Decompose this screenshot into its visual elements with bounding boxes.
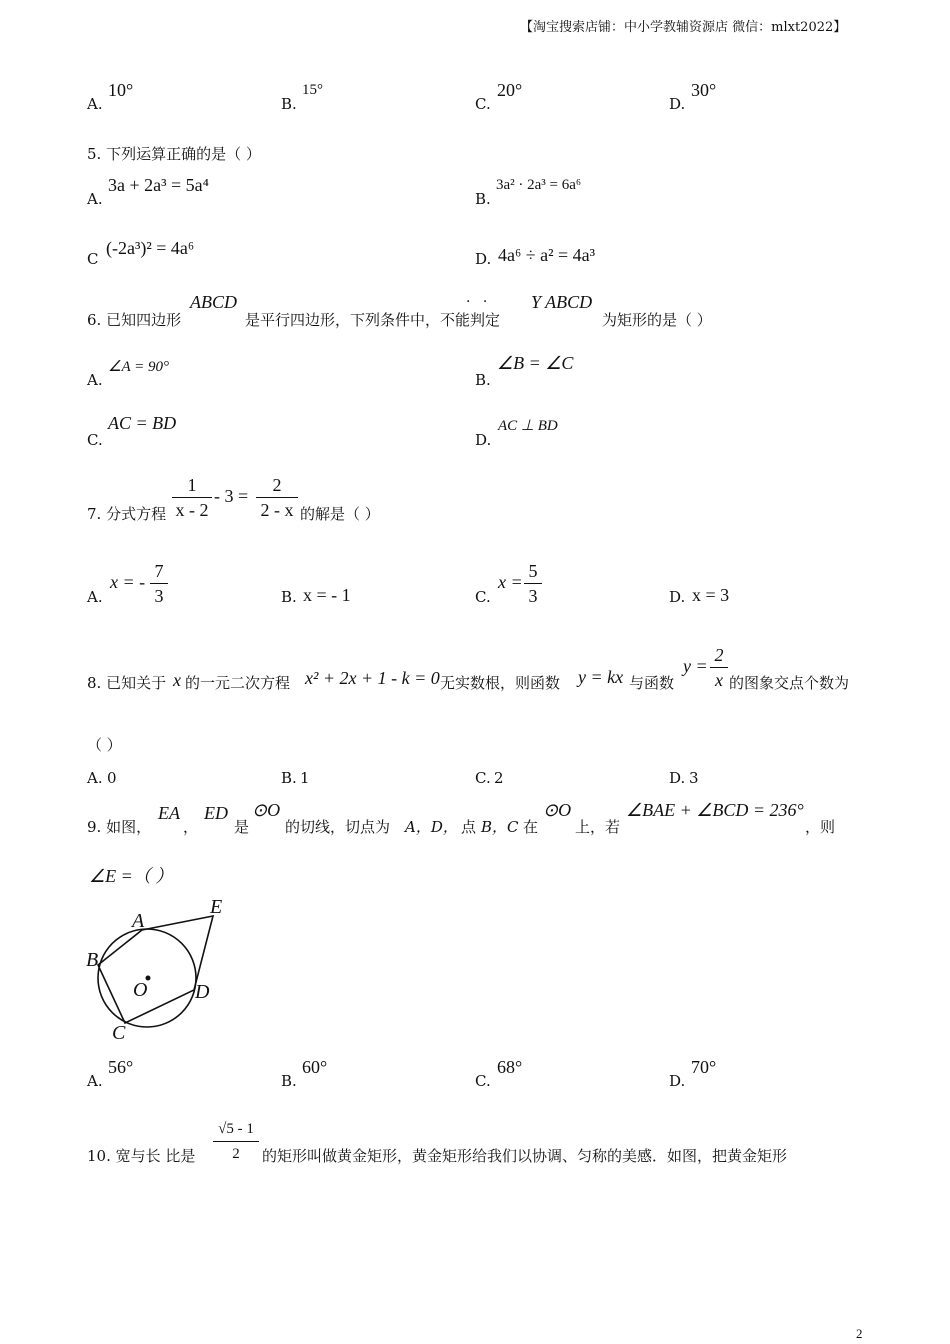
q5-option-a-label: A. xyxy=(87,190,103,208)
question-8-stem-c: 无实数根，则函数 xyxy=(440,674,561,692)
q9-option-c-value: 68° xyxy=(497,1057,523,1077)
q7-option-c-pre: x = xyxy=(498,572,523,592)
question-9-stem-g: ，则 xyxy=(805,818,836,836)
q9-circle-o-2: ⊙O xyxy=(543,800,572,820)
q6-abcd: ABCD xyxy=(190,292,237,312)
q7-c-den: 3 xyxy=(528,586,538,606)
label-a: A xyxy=(132,910,145,932)
option-b-label: B. xyxy=(281,95,297,113)
q7-f1-den: x - 2 xyxy=(175,500,209,520)
q9-option-b-label: B. xyxy=(281,1072,297,1090)
q7-f2-num: 2 xyxy=(272,475,282,495)
q8-option-d-label: D. xyxy=(669,769,686,787)
q7-c-num: 5 xyxy=(528,561,538,581)
q9-ed: ED xyxy=(204,803,228,823)
question-9-stem-d: 点 xyxy=(461,818,477,836)
q8-func-2-fraction xyxy=(710,644,728,691)
q7-option-a-fraction xyxy=(150,560,168,607)
q7-f1-num: 1 xyxy=(187,475,197,495)
q7-a-den: 3 xyxy=(154,586,164,606)
q7-mid: - 3 = xyxy=(214,486,249,506)
label-c: C xyxy=(112,1022,126,1044)
q5-option-b-value: 3a² · 2a³ = 6a⁶ xyxy=(496,177,582,193)
q6-option-c-label: C. xyxy=(87,431,103,449)
q6-option-b-value: ∠B = ∠C xyxy=(497,353,574,373)
emphasis-dots: · · xyxy=(466,294,492,310)
q9-points-ad: A，D， xyxy=(405,818,458,836)
q9-circle-o: ⊙O xyxy=(252,800,281,820)
q7-option-d-label: D. xyxy=(669,588,686,606)
q10-den: 2 xyxy=(232,1146,240,1162)
q7-option-a-pre: x = - xyxy=(110,572,146,592)
option-c-value: 20° xyxy=(497,80,523,100)
q6-option-a-value: ∠A = 90° xyxy=(108,359,169,375)
q9-comma: ， xyxy=(183,818,199,836)
q5-option-c-value: (-2a³)² = 4a⁶ xyxy=(106,238,195,258)
question-7-stem-a: 7. 分式方程 xyxy=(87,505,167,523)
q6-option-d-label: D. xyxy=(475,431,492,449)
q9-ask: ∠E =（ ） xyxy=(89,866,174,886)
question-6-stem-b: 是平行四边形，下列条件中，不能判定 xyxy=(245,311,501,329)
question-7-stem-b: 的解是（ ） xyxy=(300,505,380,523)
label-d: D xyxy=(195,981,210,1003)
option-b-value: 15° xyxy=(302,82,323,98)
q6-option-b-label: B. xyxy=(475,371,491,389)
label-b: B xyxy=(86,949,99,971)
question-9-stem-e: 在 xyxy=(523,818,539,836)
question-10-stem-b: 的矩形叫做黄金矩形，黄金矩形给我们以协调、匀称的美感．如图，把黄金矩形 xyxy=(262,1147,788,1165)
q9-option-d-value: 70° xyxy=(691,1057,717,1077)
q8-equation: x² + 2x + 1 - k = 0 xyxy=(305,668,440,688)
q6-option-d-value: AC ⊥ BD xyxy=(498,418,558,434)
q6-parallelogram: Y ABCD xyxy=(531,292,593,312)
question-8-stem-b: 的一元二次方程 xyxy=(185,674,291,692)
q7-f2-den: 2 - x xyxy=(260,500,294,520)
question-9-stem-a: 9. 如图， xyxy=(87,818,152,836)
q7-option-b-value: x = - 1 xyxy=(303,585,351,605)
q7-fraction-2 xyxy=(256,474,298,521)
question-6-stem-a: 6. 已知四边形 xyxy=(87,311,182,329)
question-5-stem: 5. 下列运算正确的是（ ） xyxy=(87,145,261,163)
question-8-paren: （ ） xyxy=(87,736,122,754)
option-d-label: D. xyxy=(669,95,686,113)
q8-option-b-value: 1 xyxy=(300,769,310,787)
question-8-stem-a: 8. 已知关于 xyxy=(87,674,167,692)
question-8-stem-d: 与函数 xyxy=(629,674,675,692)
q9-option-b-value: 60° xyxy=(302,1057,328,1077)
q7-fraction-1 xyxy=(172,474,212,521)
question-6-stem-c: 为矩形的是（ ） xyxy=(602,311,712,329)
q8-option-b-label: B. xyxy=(281,769,297,787)
q9-option-a-label: A. xyxy=(87,1072,103,1090)
q7-a-num: 7 xyxy=(154,561,164,581)
q9-ea: EA xyxy=(158,803,180,823)
label-o: O xyxy=(133,979,148,1001)
q5-option-a-value: 3a + 2a³ = 5a⁴ xyxy=(108,175,209,195)
option-d-value: 30° xyxy=(691,80,717,100)
q5-option-c-label: C xyxy=(87,250,99,268)
q8-f2-den: x xyxy=(715,670,723,690)
q5-option-b-label: B. xyxy=(475,190,491,208)
q8-option-c-value: 2 xyxy=(494,769,504,787)
option-a-label: A. xyxy=(87,95,103,113)
q6-option-a-label: A. xyxy=(87,371,103,389)
q9-geometry-figure xyxy=(80,892,240,1044)
label-e: E xyxy=(210,896,223,918)
q8-option-d-value: 3 xyxy=(689,769,699,787)
q6-option-c-value: AC = BD xyxy=(108,413,177,433)
q7-option-d-value: x = 3 xyxy=(692,585,730,605)
q5-option-d-value: 4a⁶ ÷ a² = 4a³ xyxy=(498,245,596,265)
option-c-label: C. xyxy=(475,95,491,113)
q9-points-bc: B，C xyxy=(481,818,519,836)
q8-option-c-label: C. xyxy=(475,769,491,787)
question-8-stem-e: 的图象交点个数为 xyxy=(729,674,850,692)
page-header: 【淘宝搜索店铺：中小学教辅资源店 微信：mlxt2022】 xyxy=(520,20,847,35)
q8-var-x: x xyxy=(173,670,181,690)
q8-func-1: y = kx xyxy=(578,667,624,687)
page-number: 2 xyxy=(856,1326,863,1341)
question-9-stem-b: 是 xyxy=(234,818,250,836)
q8-f2-num: 2 xyxy=(714,645,724,665)
q8-option-a-value: 0 xyxy=(107,769,117,787)
question-10-stem-a: 10. 宽与长 比是 xyxy=(87,1147,196,1165)
q9-option-c-label: C. xyxy=(475,1072,491,1090)
q8-func-2-pre: y = xyxy=(683,656,708,676)
question-9-stem-c: 的切线，切点为 xyxy=(285,818,391,836)
q9-option-d-label: D. xyxy=(669,1072,686,1090)
q7-option-c-label: C. xyxy=(475,588,491,606)
q9-condition: ∠BAE + ∠BCD = 236° xyxy=(626,800,804,820)
q9-option-a-value: 56° xyxy=(108,1057,134,1077)
q10-golden-ratio xyxy=(213,1118,259,1165)
q7-option-c-fraction xyxy=(524,560,542,607)
q7-option-b-label: B. xyxy=(281,588,297,606)
option-a-value: 10° xyxy=(108,80,134,100)
q7-option-a-label: A. xyxy=(87,588,103,606)
q8-option-a-label: A. xyxy=(87,769,103,787)
q5-option-d-label: D. xyxy=(475,250,492,268)
question-9-stem-f: 上，若 xyxy=(575,818,621,836)
q10-num: √5 - 1 xyxy=(218,1121,254,1137)
